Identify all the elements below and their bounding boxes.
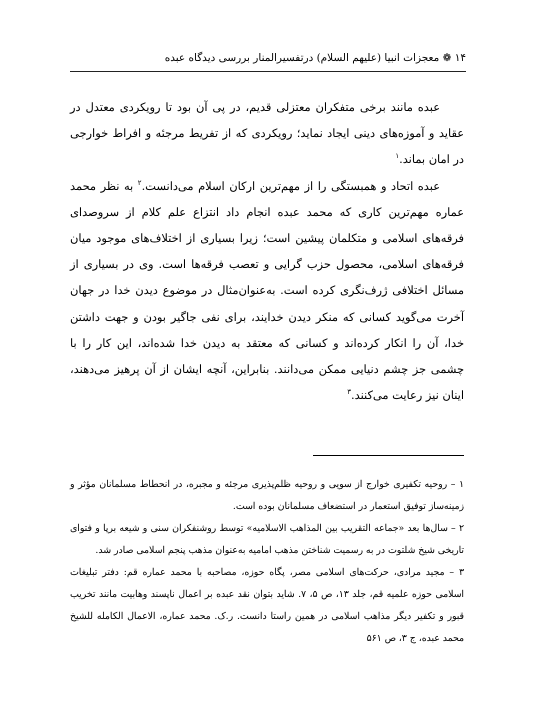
footnote-1: ۱ – روحیه تکفیری خوارج از سویی و روحیه ظلم‌پذیری مرجئه و مجبره، در انحطاط مسلمانان مؤثر و زمینه‌ساز توفیق استعمار در استضعاف مسلمانان بوده است. bbox=[70, 479, 464, 512]
footnote-2: ۲ – سال‌ها بعد «جماعه التقریب بین المذاهب الاسلامیه» توسط روشنفکران سنی و شیعه برپا و فتوای تاریخی شیخ شلتوت در به رسمیت شناختن مذهب امامیه به‌عنوان مذهب پنجم اسلامی صادر شد. bbox=[70, 523, 464, 556]
running-title: معجزات انبیا (علیهم السلام) درتفسیرالمنار بررسی دیدگاه عبده bbox=[164, 52, 440, 64]
paragraph-2 bbox=[70, 173, 464, 409]
footnote-ref-3: ۳ bbox=[347, 388, 352, 397]
paragraph-1 bbox=[70, 94, 464, 173]
header-rule bbox=[70, 71, 466, 72]
page-number: ۱۴ bbox=[454, 52, 466, 64]
paragraph-1-text: عبده مانند برخی متفکران معتزلی قدیم، در پی آن بود تا رویکردی معتدل در عقاید و آموزه‌های دینی ایجاد نماید؛ رویکردی که از تفریط مرجئه و افراط خوارجی در امان بماند. bbox=[70, 100, 464, 167]
header-ornament: ❁ bbox=[442, 52, 452, 64]
footnote-rule bbox=[313, 455, 464, 456]
running-header bbox=[70, 48, 466, 68]
footnote-3: ۳ – مجید مرادی، حرکت‌های اسلامی مصر، پگاه حوزه، مصاحبه با محمد عماره قم: دفتر تبلیغات اسلامی حوزه علمیه قم، جلد ۱۳، ص ۵، ۷. شاید بتوان نقد عبده بر اعمال ناپسند وهابیت مانند تخریب قبور و تکفیر دیگر مذاهب اسلامی در همین راستا دانست. ر.ک. محمد عماره، الاعمال الکامله للشیخ محمد عبده، ج ۳، ص ۵۶۱ bbox=[70, 567, 464, 644]
paragraph-2-text-b: به نظر محمد عماره مهم‌ترین کاری که محمد عبده انجام داد انتزاع علم کلام از سروصدای فرقه‌های اسلامی و متکلمان پیشین است؛ زیرا بسیاری از اختلاف‌های موجود میان فرقه‌های اسلامی، محصول حزب گرایی و تعصب فرقه‌ها است. وی در بسیاری از مسائل اختلافی ژرف‌نگری کرده است. به‌عنوان‌مثال در موضوع دیدن خدا در جهان آخرت می‌گوید کسانی که منکر دیدن خدایند، برای نفی جاگیر بودن و جهت داشتن خدا، آن را انکار کرده‌اند و کسانی که معتقد به دیدن خدا شده‌اند، این کار را با چشمی جز چشم دنیایی ممکن می‌دانند. بنابراین، آنچه ایشان از آن پرهیز می‌دهند، اینان نیز رعایت می‌کنند. bbox=[70, 178, 464, 403]
main-text bbox=[70, 94, 464, 408]
footnotes bbox=[70, 474, 464, 650]
footnote-ref-1: ۱ bbox=[395, 152, 400, 161]
paragraph-2-text-a: عبده اتحاد و همبستگی را از مهم‌ترین ارکان اسلام می‌دانست. bbox=[141, 178, 440, 193]
footnote-ref-2: ۲ bbox=[137, 178, 142, 187]
